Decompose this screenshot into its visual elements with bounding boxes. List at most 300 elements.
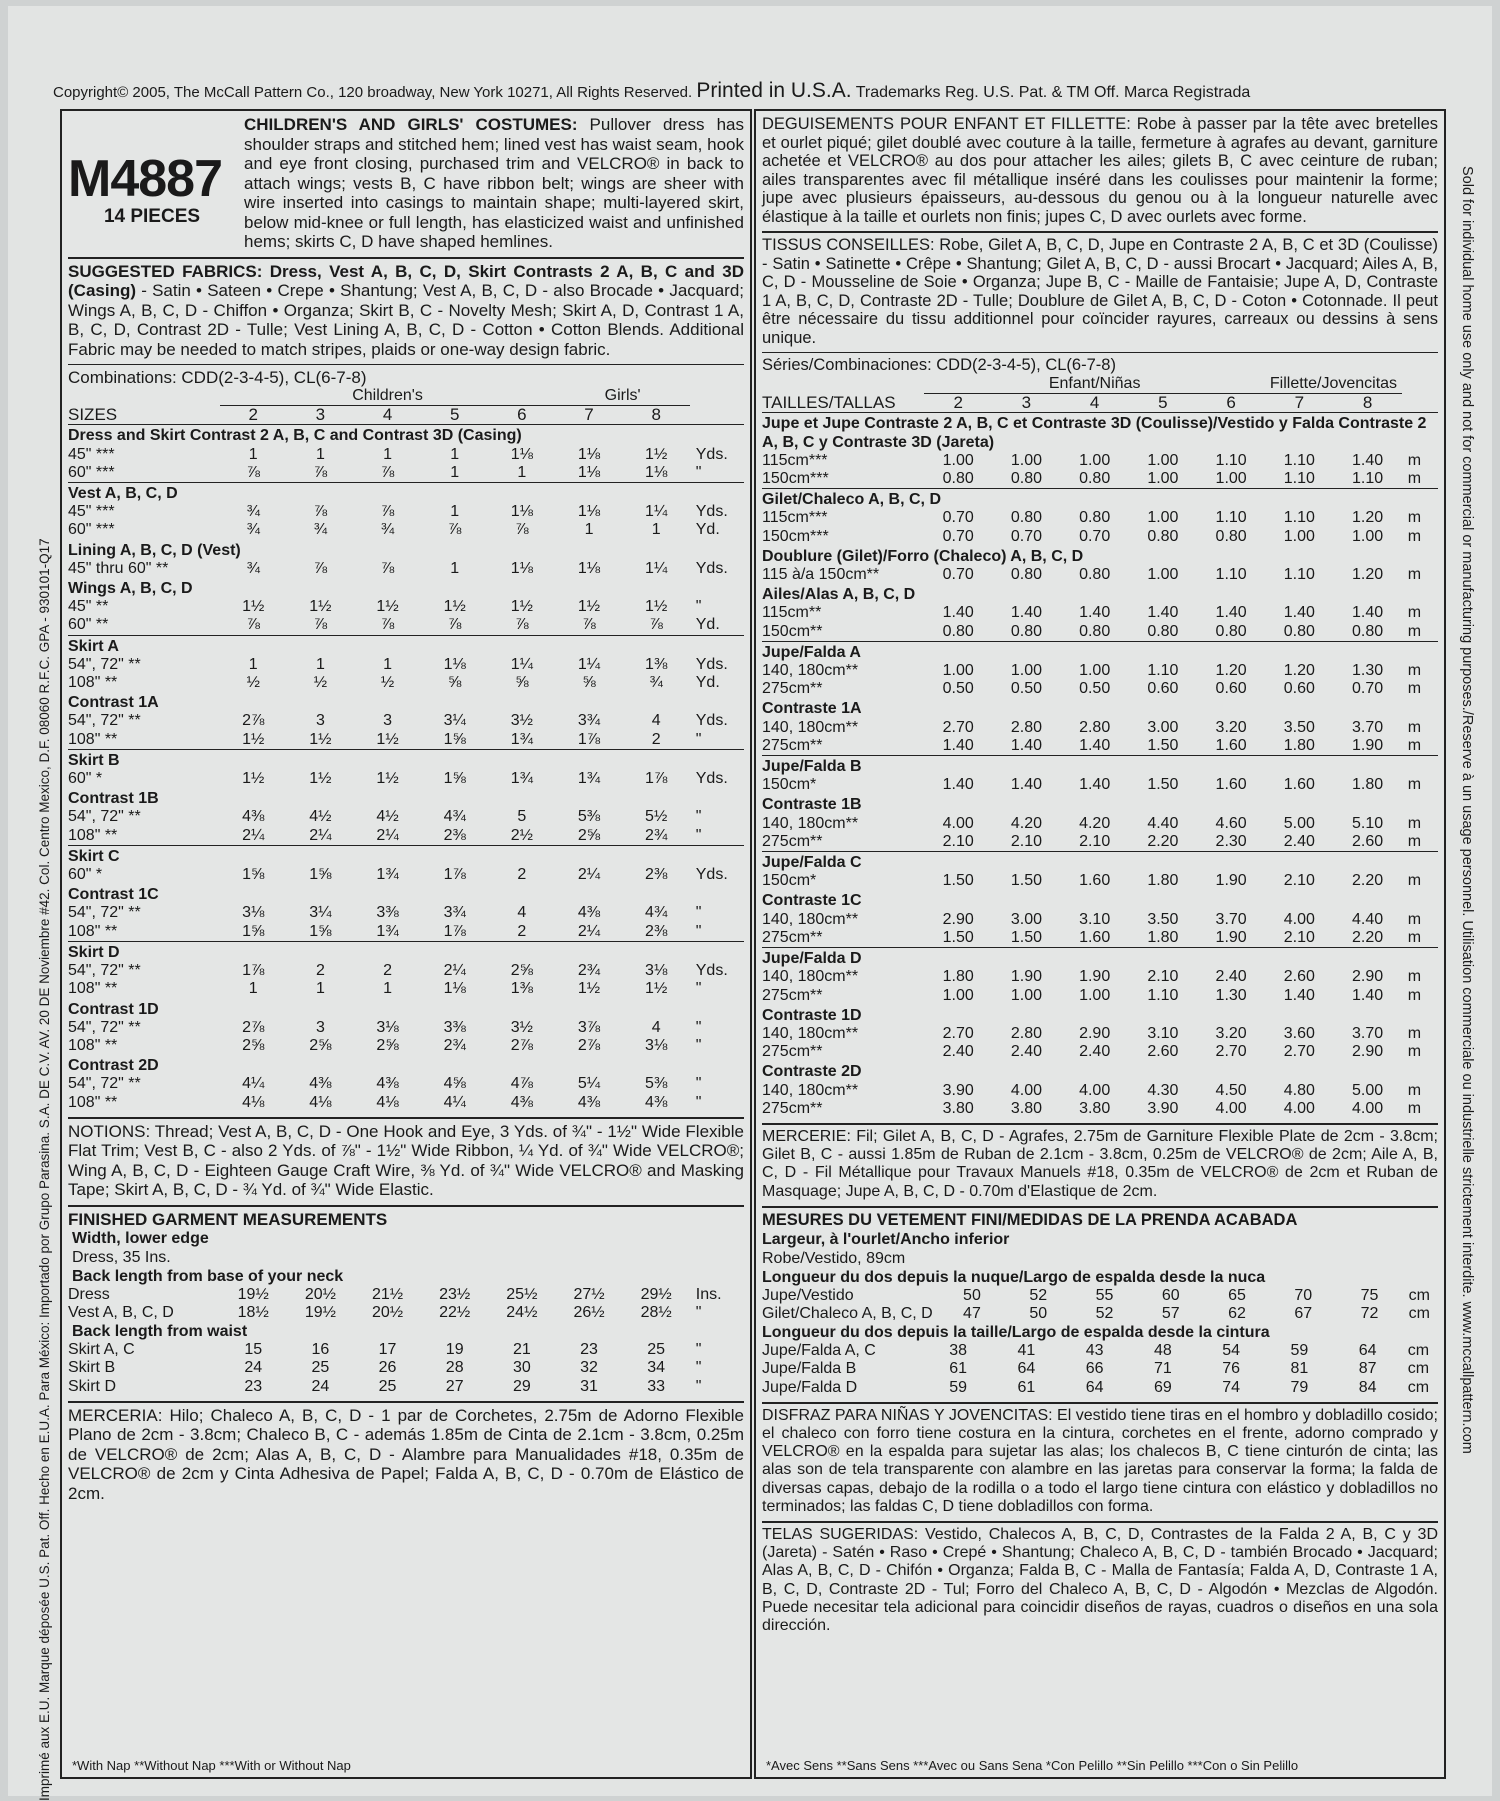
row-label: 45" *** [68, 503, 115, 521]
cell-size-6: 25½ [506, 1285, 538, 1303]
cell-size-5: 1⅝ [443, 730, 466, 748]
cell-size-4: 4½ [376, 808, 399, 826]
cell-size-6: 2.70 [1215, 1043, 1247, 1061]
cell-size-2: 0.50 [942, 680, 974, 698]
cell-size-5: 1.80 [1147, 872, 1179, 890]
cell-size-7: ⅞ [582, 616, 596, 634]
cell-size-4: 1.60 [1079, 872, 1111, 890]
group-label: Contrast 2D [68, 1057, 159, 1075]
cell-size-5: 1.40 [1147, 604, 1179, 622]
data-row [762, 1025, 1438, 1043]
cell-size-7: 0.80 [1283, 622, 1315, 640]
cell-size-5: 0.80 [1147, 527, 1179, 545]
unit: " [695, 904, 702, 922]
cell-size-6: ⅝ [515, 674, 529, 692]
row-label: 150cm* [762, 776, 817, 794]
group-label: Skirt A [68, 635, 744, 656]
data-row [68, 827, 744, 846]
row-label: 60" * [68, 866, 103, 884]
cell-size-6: ⅞ [515, 616, 529, 634]
tissus-conseilles: TISSUS CONSEILLES: Robe, Gilet A, B, C, D, Jupe en Contraste 2 A, B, C et 3D (Coulisse) - Satin • Satinette • Crêpe • Shantung; Gilet A, B, C, D - aussi Brocart • Jacquard; Ailes A, B, C, D - Mousseline de Soie • Organza; Jupe B, C - Maille de Fantaisie; Jupe A, D, Contraste 1 A, B, C, D, Contraste 2D - Tulle; Doublure de Gilet A, B, C, D - Coton • Cotonnade. Il peut être nécessaire du tissu additionnel pour coïncider rayures, carreaux ou dessins à sens unique. [762, 231, 1438, 347]
unit: m [1407, 814, 1422, 832]
cell-size-8: 87 [1358, 1360, 1377, 1378]
unit: m [1407, 451, 1422, 469]
cell-size-8: 75 [1360, 1286, 1379, 1304]
data-row [762, 872, 1438, 890]
cell-size-5: 1.00 [1147, 470, 1179, 488]
description-text: Pullover dress has shoulder straps and stitched hem; lined vest has waist seam, hook and eye front closing, purchased trim and VELCRO® in back to attach wings; vests B, C have ribbon belt; wings are sheer with wire inserted into casings to maintain shape; multi-layered skirt, below mid-knee or full length, has elasticized waist and unfinished hems; skirts C, D have shaped hemlines. [244, 115, 744, 251]
cell-size-5: 57 [1161, 1304, 1180, 1322]
cell-size-3: 2¼ [309, 826, 332, 844]
cell-size-6: 4⅜ [510, 1093, 533, 1111]
cell-size-3: 2 [315, 962, 325, 980]
group-label: Vest A, B, C, D [68, 483, 744, 504]
cell-size-4: 1¾ [376, 922, 399, 940]
cell-size-7: 3¾ [577, 712, 601, 730]
cell-size-4: 1 [383, 980, 392, 998]
group-row [762, 948, 1438, 969]
cell-size-4: 3⅜ [376, 904, 399, 922]
group-label: Skirt B [68, 749, 744, 770]
unit: " [695, 980, 702, 998]
cell-size-7: 1.10 [1283, 470, 1315, 488]
group-label: Contrast 1A [68, 694, 159, 712]
data-row [762, 1082, 1438, 1100]
cell-size-7: ⅝ [582, 674, 596, 692]
cell-size-3: 1.90 [1010, 968, 1042, 986]
cell-size-5: 71 [1153, 1360, 1172, 1378]
data-row [762, 719, 1438, 737]
data-row [68, 808, 744, 826]
group-label: Contraste 1A [762, 700, 862, 718]
cell-size-5: 3¾ [443, 904, 466, 922]
cell-size-8: 0.70 [1352, 680, 1384, 698]
cell-size-4: ⅞ [380, 463, 395, 481]
row-label: 150cm** [762, 622, 823, 640]
spacer-cell [1402, 394, 1438, 413]
cell-size-2: 1.00 [942, 986, 974, 1004]
cell-size-2: 1 [248, 980, 258, 998]
copyright-text: Copyright© 2005, The McCall Pattern Co., 120 broadway, New York 10271, All Rights Reserved. [53, 84, 693, 101]
cell-size-6: 62 [1228, 1304, 1246, 1322]
cell-size-5: 2.10 [1147, 968, 1179, 986]
cell-size-8: 1⅛ [645, 463, 668, 481]
cell-size-4: 17 [378, 1341, 397, 1359]
row-label: 108" ** [68, 826, 118, 844]
cell-size-2: 1.00 [942, 451, 974, 469]
cell-size-4: 1½ [376, 770, 399, 788]
cell-size-8: 1.10 [1352, 470, 1384, 488]
cell-size-4: 0.80 [1079, 622, 1111, 640]
cell-size-7: 3.60 [1283, 1024, 1315, 1042]
cell-size-6: 21 [512, 1341, 531, 1359]
cell-size-8: 1.30 [1352, 662, 1384, 680]
cell-size-4: ⅞ [380, 616, 395, 634]
unit: m [1407, 718, 1422, 736]
cell-size-3: 20½ [304, 1285, 336, 1303]
size-8: 8 [1362, 393, 1373, 413]
cell-size-3: 0.80 [1010, 509, 1042, 527]
french-spanish-column [754, 109, 1446, 1779]
size-group-a: Enfant/Niñas [924, 375, 1265, 394]
cell-size-5: 0.60 [1147, 680, 1179, 698]
row-label: 45" ** [68, 598, 109, 616]
mesures-table-nuque [762, 1287, 1438, 1323]
cell-size-3: 3 [315, 1018, 325, 1036]
cell-size-2: ¾ [246, 521, 260, 539]
data-row [68, 1378, 744, 1396]
unit: Yds. [695, 445, 728, 463]
telas-sugeridas: TELAS SUGERIDAS: Vestido, Chalecos A, B, C, D, Contrastes de la Falda 2 A, B, C y 3D (Jareta) - Satén • Raso • Crepé • Shantung; Chaleco A, B, C, D - también Brocado • Jacquard; Alas A, B, C, D - Chifón • Organza; Falda B, C - Malla de Fantasía; Falda A, D, Contraste 1 A, B, C, D, Contraste 2D - Tul; Forro del Chaleco A, B, C, D - Algodón • Mezclas de Algodón. Puede necesitar tela adicional para coincidir diseños de rayas, cuadros o diseños en una sola dirección. [762, 1521, 1438, 1635]
data-row [68, 904, 744, 922]
cell-size-5: 1½ [443, 598, 466, 616]
cell-size-5: 1 [450, 503, 460, 521]
cell-size-6: 3½ [510, 712, 533, 730]
cell-size-2: 47 [963, 1304, 981, 1322]
cell-size-8: 3.70 [1352, 1024, 1384, 1042]
cell-size-2: 4⅜ [242, 808, 265, 826]
cell-size-6: 0.60 [1215, 680, 1247, 698]
cell-size-7: 4⅜ [577, 1093, 601, 1111]
group-label: Contrast 1D [68, 1000, 159, 1018]
spacer-cell [1402, 375, 1438, 394]
row-label: 108" ** [68, 922, 118, 940]
data-row [762, 929, 1438, 948]
row-label: Jupe/Falda A, C [762, 1342, 876, 1360]
cell-size-5: 60 [1161, 1286, 1180, 1304]
row-label: 108" ** [68, 1093, 118, 1111]
mesures-table-taille [762, 1342, 1438, 1397]
cell-size-2: 1½ [242, 730, 265, 748]
group-row [68, 999, 744, 1019]
cell-size-5: 1⅝ [443, 770, 466, 788]
cell-size-7: 1¼ [577, 655, 601, 673]
cell-size-2: 1½ [242, 598, 265, 616]
cell-size-4: ⅞ [380, 559, 395, 577]
cell-size-2: 4.00 [942, 814, 974, 832]
cell-size-3: 4.20 [1010, 814, 1042, 832]
cell-size-6: 1¾ [510, 730, 533, 748]
row-label: 150cm*** [762, 470, 829, 488]
cell-size-4: 25 [378, 1377, 397, 1395]
cell-size-7: 67 [1294, 1304, 1313, 1322]
cell-size-5: 1⅛ [443, 980, 466, 998]
cell-size-8: 1.80 [1352, 776, 1384, 794]
cell-size-2: 38 [949, 1342, 968, 1360]
cell-size-5: 19 [445, 1341, 464, 1359]
cell-size-6: 65 [1228, 1286, 1246, 1304]
cell-size-6: 1¾ [510, 770, 533, 788]
cell-size-3: 1⅝ [309, 922, 332, 940]
cell-size-5: 4⅝ [443, 1075, 466, 1093]
cell-size-4: 52 [1095, 1304, 1114, 1322]
row-label: 140, 180cm** [762, 718, 859, 736]
cell-size-3: 0.80 [1010, 566, 1042, 584]
group-row [762, 890, 1438, 910]
group-label: Gilet/Chaleco A, B, C, D [762, 489, 1438, 510]
unit: " [695, 1075, 702, 1093]
data-row [68, 1094, 744, 1112]
cell-size-3: 1.00 [1010, 986, 1042, 1004]
sens-footnote: *Avec Sens **Sans Sens ***Avec ou Sans Sena *Con Pelillo **Sin Pelillo ***Con o Sin Pelillo [766, 1758, 1299, 1773]
cell-size-7: 1 [584, 521, 594, 539]
unit: m [1407, 872, 1422, 890]
cell-size-7: 1.00 [1283, 527, 1315, 545]
longueur-nuque-label: Longueur du dos depuis la nuque/Largo de espalda desde la nuca [762, 1268, 1266, 1286]
cell-size-6: 1.40 [1215, 604, 1247, 622]
group-label: Lining A, B, C, D (Vest) [68, 541, 241, 559]
row-label: 140, 180cm** [762, 1081, 859, 1099]
cell-size-4: 26 [378, 1359, 397, 1377]
cell-size-7: 81 [1290, 1360, 1309, 1378]
unit: Yd. [695, 616, 720, 634]
cell-size-6: 1¼ [510, 655, 533, 673]
data-row [762, 1305, 1438, 1323]
row-label: 54", 72" ** [68, 1018, 141, 1036]
cell-size-4: 3.80 [1079, 1099, 1111, 1117]
cell-size-3: ⅞ [313, 463, 328, 481]
cell-size-5: 3.50 [1147, 910, 1179, 928]
fgm-back-neck-label: Back length from base of your neck [72, 1267, 344, 1285]
data-row [68, 1037, 744, 1055]
side-text-right: Sold for individual home use only and not for commercial or manufacturing purposes./Reserve à un usage personnel. Utilisation commerciale ou industrielle strictement interdite. www.mccallpattern.com [1459, 166, 1475, 1454]
row-label: 108" ** [68, 1036, 118, 1054]
cell-size-5: 4¼ [443, 1093, 466, 1111]
group-label: Jupe/Falda B [762, 756, 1438, 777]
data-row [762, 528, 1438, 546]
unit: Yds. [695, 503, 728, 521]
cell-size-4: 0.80 [1079, 509, 1111, 527]
row-label: Skirt A, C [68, 1341, 135, 1359]
cell-size-3: 2.40 [1010, 1043, 1042, 1061]
row-label: 108" ** [68, 674, 118, 692]
cell-size-8: 4¾ [645, 904, 668, 922]
cell-size-2: 2⅞ [242, 712, 265, 730]
cell-size-3: 1⅝ [309, 866, 332, 884]
size-7: 7 [584, 405, 594, 425]
cell-size-2: 1⅝ [242, 866, 265, 884]
cell-size-2: 2.10 [942, 832, 974, 850]
unit: " [695, 1036, 702, 1054]
description-fr: DEGUISEMENTS POUR ENFANT ET FILLETTE: Robe à passer par la tête avec bretelles et ourlet piqué; gilet doublé avec couture à la taille, fermeture à agrafes au devant, garniture achetée et VELCRO® au dos pour attacher les ailes; gilets B, C avec ceinture de ruban; ailes transparentes avec fil métallique inséré dans les coulisses pour maintenir la forme; jupe avec plusieurs épaisseurs, au-dessous du genou ou à la longueur naturelle avec élastique à la taille et ourlets non finis; jupes C, D avec ourlets avec forme. [762, 115, 1438, 226]
cell-size-8: 1½ [645, 598, 668, 616]
data-row [762, 911, 1438, 929]
group-row [68, 425, 744, 446]
unit: m [1407, 1081, 1422, 1099]
cell-size-8: 1½ [645, 445, 668, 463]
cell-size-4: 1.00 [1079, 662, 1111, 680]
cell-size-5: 1.10 [1147, 986, 1179, 1004]
data-row [762, 1379, 1438, 1397]
cell-size-3: 0.70 [1010, 527, 1042, 545]
data-row [762, 604, 1438, 622]
longueur-taille-label: Longueur du dos depuis la taille/Largo de espalda desde la cintura [762, 1324, 1270, 1342]
cell-size-8: 3⅛ [645, 962, 668, 980]
cell-size-6: 1.10 [1215, 566, 1247, 584]
data-row [68, 616, 744, 635]
cell-size-2: 3.80 [942, 1099, 974, 1117]
cell-size-8: 2.60 [1352, 832, 1384, 850]
cell-size-8: 1.20 [1352, 566, 1384, 584]
cell-size-2: 1.40 [942, 736, 974, 754]
disfraz: DISFRAZ PARA NIÑAS Y JOVENCITAS: El vestido tiene tiras en el hombro y dobladillo cosido; el chaleco con forro tiene costura en la cintura, corchetes en el frente, adorno comprado y VELCRO® en la espalda para sujetar las alas; los chalecos B, C tiene cinturón de cinta; las alas son de tela transparente con alambre en las jaretas para conservar la forma; la falda de diversas capas, debajo de la rodilla o a todo el largo tiene cintura con elástico y dobladillos no terminados; las faldas C, D tiene dobladillos con forma. [762, 1402, 1438, 1516]
cell-size-7: 23 [580, 1341, 598, 1359]
group-row [762, 641, 1438, 662]
cell-size-2: 4⅛ [242, 1093, 265, 1111]
size-4: 4 [1089, 393, 1100, 413]
cell-size-3: 2.80 [1010, 718, 1042, 736]
data-row [68, 1075, 744, 1093]
unit: m [1407, 509, 1422, 527]
cell-size-7: 4⅜ [577, 904, 601, 922]
row-label: 54", 72" ** [68, 655, 141, 673]
cell-size-5: 1.00 [1147, 451, 1179, 469]
cell-size-3: 1.40 [1010, 604, 1042, 622]
unit: " [695, 1093, 702, 1111]
cell-size-4: 1.40 [1079, 736, 1111, 754]
cell-size-5: 1⅛ [443, 655, 466, 673]
cell-size-2: 4¼ [242, 1075, 265, 1093]
data-row [68, 560, 744, 578]
cell-size-3: 3.80 [1010, 1099, 1042, 1117]
cell-size-7: 1½ [577, 980, 601, 998]
row-label: 275cm** [762, 1043, 823, 1061]
row-label: 115cm** [762, 604, 822, 622]
group-label: Contraste 1C [762, 892, 862, 910]
cell-size-7: 70 [1294, 1286, 1313, 1304]
unit: " [695, 826, 702, 844]
cell-size-7: 4.00 [1283, 910, 1315, 928]
sizes-row [68, 406, 744, 425]
cell-size-3: 1 [315, 445, 325, 463]
cell-size-7: 4.00 [1283, 1099, 1315, 1117]
cell-size-8: 1⅞ [645, 770, 668, 788]
data-row [68, 1341, 744, 1359]
cell-size-5: 3.00 [1147, 718, 1179, 736]
cell-size-7: 59 [1290, 1342, 1309, 1360]
data-row [762, 566, 1438, 584]
data-row [68, 598, 744, 616]
cell-size-8: 4 [651, 1018, 661, 1036]
cell-size-3: ⅞ [313, 503, 328, 521]
unit: Yds. [695, 770, 728, 788]
cell-size-4: 3 [383, 712, 392, 730]
cell-size-5: 1.00 [1147, 509, 1179, 527]
unit: " [695, 1018, 702, 1036]
group-label: Contraste 2D [762, 1063, 862, 1081]
data-row [68, 503, 744, 521]
cell-size-7: 31 [580, 1377, 598, 1395]
group-row [68, 483, 744, 504]
row-label: Jupe/Falda B [762, 1360, 857, 1378]
cell-size-3: 1½ [309, 770, 332, 788]
group-label: Wings A, B, C, D [68, 580, 193, 598]
cell-size-3: ¾ [313, 521, 328, 539]
cell-size-8: ¾ [649, 674, 663, 692]
size-5: 5 [449, 405, 460, 425]
cell-size-3: 64 [1017, 1360, 1036, 1378]
cell-size-5: 69 [1153, 1378, 1172, 1396]
cell-size-5: 28 [445, 1359, 464, 1377]
unit: " [695, 730, 702, 748]
cell-size-7: 2.10 [1283, 928, 1315, 946]
cell-size-8: 1⅜ [645, 655, 668, 673]
cell-size-5: 2.60 [1147, 1043, 1179, 1061]
cell-size-5: 3.10 [1147, 1024, 1179, 1042]
cell-size-7: 2.60 [1283, 968, 1315, 986]
cell-size-5: 23½ [439, 1285, 471, 1303]
cell-size-4: 4⅛ [376, 1093, 399, 1111]
mesures [762, 1206, 1438, 1397]
cell-size-2: 1.50 [942, 928, 974, 946]
cell-size-8: 5.00 [1352, 1081, 1384, 1099]
cell-size-8: 4.00 [1352, 1099, 1384, 1117]
data-row [762, 833, 1438, 852]
row-label: 45" thru 60" ** [68, 559, 169, 577]
group-row [68, 1055, 744, 1075]
cell-size-4: 1.00 [1079, 451, 1111, 469]
row-label: Vest A, B, C, D [68, 1303, 174, 1321]
cell-size-5: 1 [450, 463, 460, 481]
data-row [68, 962, 744, 980]
row-label: 140, 180cm** [762, 968, 859, 986]
unit: m [1407, 680, 1422, 698]
cell-size-6: 74 [1222, 1378, 1241, 1396]
cell-size-7: 2⅞ [577, 1036, 601, 1054]
cell-size-6: 2⅞ [510, 1036, 533, 1054]
data-row [68, 923, 744, 942]
cell-size-4: 2.90 [1079, 1024, 1111, 1042]
cell-size-8: 5.10 [1352, 814, 1384, 832]
cell-size-6: 29 [512, 1377, 531, 1395]
sizes-row [762, 394, 1438, 413]
fgm-table-neck [68, 1286, 744, 1322]
unit: m [1407, 604, 1422, 622]
cell-size-8: 2.20 [1352, 872, 1384, 890]
cell-size-5: 3⅜ [443, 1018, 466, 1036]
cell-size-3: 2.80 [1010, 1024, 1042, 1042]
row-label: 108" ** [68, 730, 118, 748]
data-row [762, 680, 1438, 698]
unit: m [1407, 776, 1422, 794]
unit: Ins. [695, 1285, 722, 1303]
cell-size-7: 26½ [573, 1303, 605, 1321]
cell-size-2: 2.40 [942, 1043, 974, 1061]
cell-size-2: 0.70 [942, 566, 974, 584]
cell-size-7: 32 [580, 1359, 598, 1377]
data-row [762, 1342, 1438, 1360]
sizes-label: TAILLES/TALLAS [762, 392, 896, 412]
size-group-b: Fillette/Jovencitas [1265, 375, 1401, 394]
spacer-cell [690, 387, 744, 406]
group-row [762, 698, 1438, 718]
cell-size-8: 2.90 [1352, 1043, 1384, 1061]
cell-size-5: 1⅞ [443, 866, 466, 884]
data-row [762, 815, 1438, 833]
cell-size-2: 50 [963, 1286, 981, 1304]
cell-size-4: 1.60 [1079, 928, 1111, 946]
fgm-width-label: Width, lower edge [72, 1229, 209, 1247]
cell-size-4: 21½ [371, 1285, 404, 1303]
cell-size-2: 0.80 [942, 470, 974, 488]
cell-size-6: 4.60 [1215, 814, 1247, 832]
fabrics-text: - Satin • Sateen • Crepe • Shantung; Vest A, B, C, D - also Brocade • Jacquard; Wings A, B, C, D - Chiffon • Organza; Skirt B, C - Novelty Mesh; Skirt A, D, Contrast 1 A, B, C, D, Contrast 2D - Tulle; Vest Lining A, B, C, D - Cotton • Cotton Blends. Additional Fabric may be needed to match stripes, plaids or one-way design fabric. [68, 281, 744, 359]
cell-size-8: 34 [647, 1359, 666, 1377]
data-row [762, 968, 1438, 986]
unit: " [695, 1377, 702, 1395]
data-row [762, 737, 1438, 756]
cell-size-4: ½ [380, 674, 395, 692]
